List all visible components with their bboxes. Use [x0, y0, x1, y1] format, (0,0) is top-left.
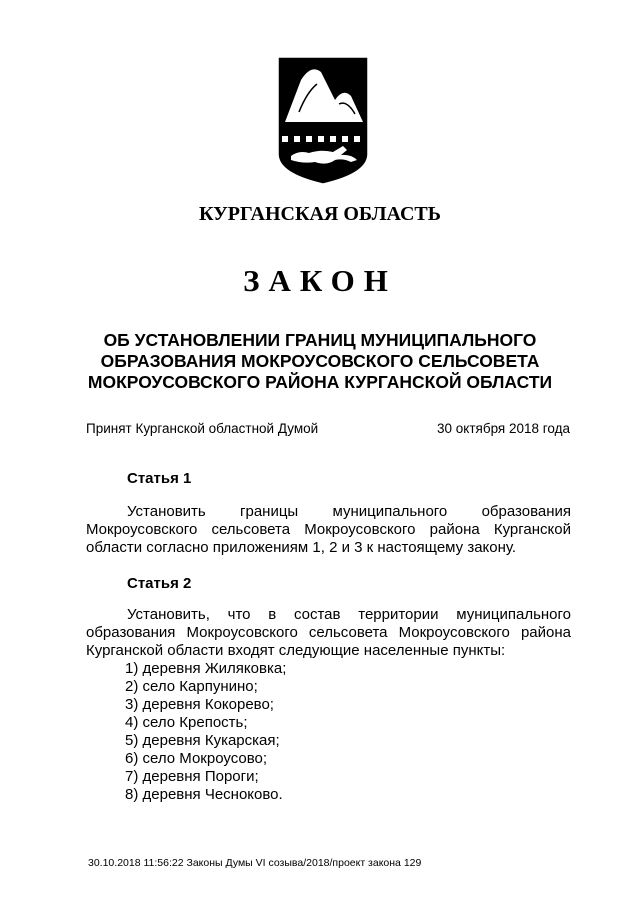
settlement-list: [125, 660, 286, 804]
list-item: 3) деревня Кокорево;: [125, 696, 274, 713]
adoption-line: [86, 421, 570, 436]
article-2-heading: Статья 2: [127, 575, 192, 592]
list-item: 1) деревня Жиляковка;: [125, 660, 287, 677]
adoption-date: 30 октября 2018 года: [437, 421, 570, 436]
list-item: 4) село Крепость;: [125, 714, 248, 731]
article-2-line: образования Мокроусовского сельсовета Мокроусовского района: [86, 624, 571, 641]
list-item: 5) деревня Кукарская;: [125, 732, 280, 749]
article-2-line: Курганской области входят следующие населенные пункты:: [86, 642, 506, 659]
adopted-by: Принят Курганской областной Думой: [86, 421, 319, 436]
article-2-text: [86, 606, 571, 660]
list-item: 2) село Карпунино;: [125, 678, 258, 695]
law-title: [40, 330, 600, 393]
law-title-line: МОКРОУСОВСКОГО РАЙОНА КУРГАНСКОЙ ОБЛАСТИ: [87, 372, 553, 392]
law-title-line: ОБ УСТАНОВЛЕНИИ ГРАНИЦ МУНИЦИПАЛЬНОГО: [103, 330, 537, 350]
list-item: 6) село Мокроусово;: [125, 750, 268, 767]
region-name: КУРГАНСКАЯ ОБЛАСТЬ: [198, 203, 441, 225]
coat-of-arms-icon: [277, 56, 369, 184]
document-type: ЗАКОН: [243, 263, 397, 298]
article-2-line: Установить, что в состав территории муниципального: [127, 606, 571, 623]
law-title-line: ОБРАЗОВАНИЯ МОКРОУСОВСКОГО СЕЛЬСОВЕТА: [100, 351, 540, 371]
list-item: 7) деревня Пороги;: [125, 768, 259, 785]
article-1-heading: Статья 1: [127, 470, 192, 487]
document-footer: 30.10.2018 11:56:22 Законы Думы VI созыва/2018/проект закона 129: [88, 857, 422, 869]
article-1-line: Установить границы муниципального образования: [127, 503, 571, 520]
article-1-line: области согласно приложениям 1, 2 и 3 к настоящему закону.: [86, 539, 517, 556]
article-1-line: Мокроусовского сельсовета Мокроусовского района Курганской: [86, 521, 571, 538]
list-item: 8) деревня Чесноково.: [125, 786, 283, 803]
article-1-text: [86, 503, 571, 557]
